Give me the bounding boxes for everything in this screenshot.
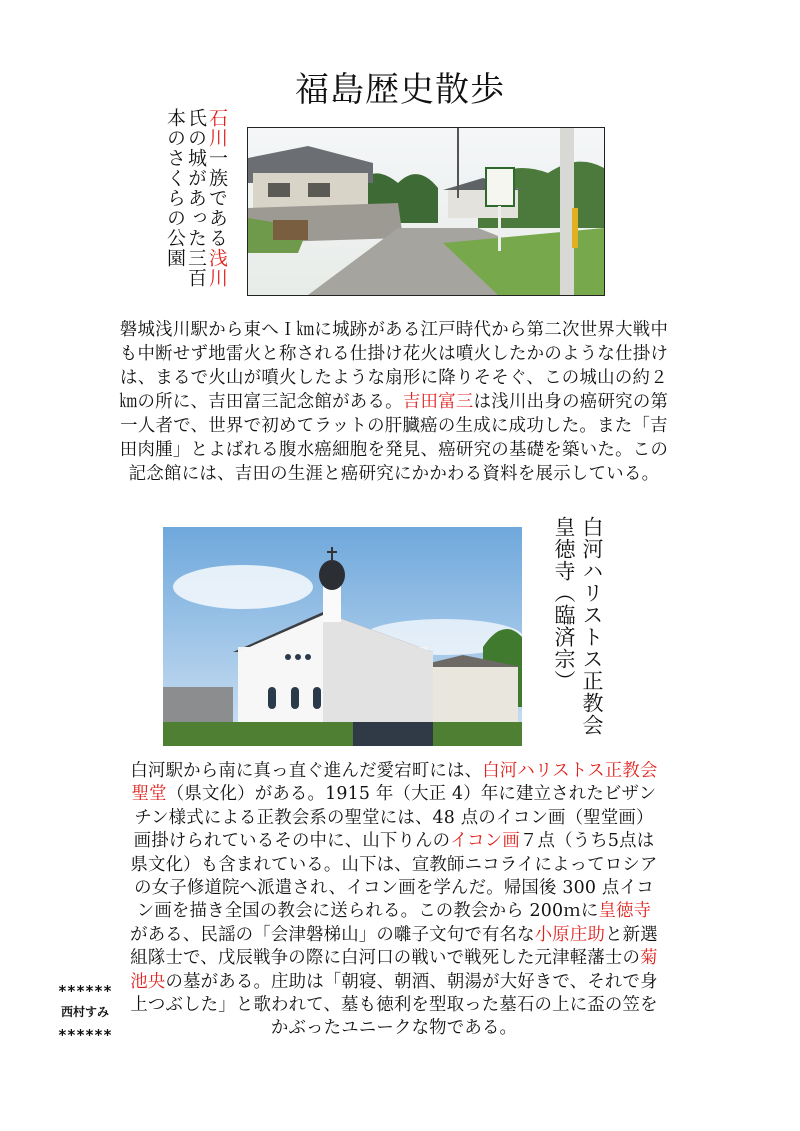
highlighted-term: 白河ハリストス正教会聖堂 [131, 761, 658, 805]
section2-paragraph [130, 760, 658, 1041]
castle-park-entrance-photo [247, 127, 605, 296]
text-segment: がある、民謡の「会津磐梯山」の囃子文句で有名な [130, 924, 535, 945]
text-segment: ７点（うち5点は県文化）も含まれている。山下は、宣教師ニコライによってロシアの女子修道院へ派遣され、イコン画を学んだ。帰国後 300 点イコン画を描き全国の教会に送られる。この教会から 200ｍに [130, 831, 658, 922]
text-segment: 一族である [206, 148, 228, 248]
caption-temple-name: 皇徳寺（臨済宗） [552, 516, 576, 692]
text-segment: は浅川出身の癌研究の第一人者で、世界で初めてラットの肝臓癌の生成に成功した。また「吉田肉腫」とよばれる腹水癌細胞を発見、癌研究の基礎を築いた。この記念館には、吉田の生涯と癌研究にかかわる資料を展示している。 [119, 392, 669, 484]
divider-stars-bottom: ****** [57, 1026, 113, 1044]
divider-stars-top: ****** [57, 982, 113, 1000]
author-name: 西村すみ [60, 1005, 109, 1019]
highlighted-term: 石川 [206, 108, 228, 148]
text-segment: 磐城浅川駅から東へＩ㎞に城跡がある江戸時代から第二次世界大戦中も中断せず地雷火と称される仕掛け花火は噴火したかのような仕掛けは、まるで火山が噴火したような扇形に降りそそぐ、この城山の約２㎞の所に、吉田富三記念館がある。 [119, 320, 669, 412]
text-segment: と新選組隊士で、戊辰戦争の際に白河口の戦いで戦死した元津軽藩士の [130, 924, 658, 969]
text-segment: 白河駅から南に真っ直ぐ進んだ愛宕町には、 [130, 761, 483, 781]
highlighted-term: 小原庄助 [534, 924, 606, 945]
highlighted-term: イコン画 [450, 831, 520, 852]
highlighted-term: 皇徳寺 [598, 901, 652, 922]
highlighted-term: 浅川 [206, 248, 228, 288]
section2-vertical-caption [550, 516, 606, 746]
text-segment: （県文化）がある。1915 年（大正 4）年に建立されたビザンチン様式による正教会系の聖堂には、48 点のイコン画（聖堂画）画掛けられているその中に、山下りんの [133, 784, 657, 852]
caption-church-name: 白河ハリストス正教会 [580, 516, 604, 736]
highlighted-term: 吉田富三 [402, 392, 474, 412]
highlighted-term: 菊池央 [130, 948, 658, 992]
orthodox-church-photo [163, 527, 522, 746]
text-segment: の墓がある。庄助は「朝寝、朝酒、朝湯が大好きで、それで身上つぶした」と歌われて、墓も徳利を型取った墓石の上に盃の笠をかぶったユニークな物である。 [130, 971, 658, 1039]
page-title: 福島歴史散歩 [295, 70, 505, 110]
section1-paragraph [112, 318, 676, 486]
section1-vertical-caption [164, 108, 227, 304]
text-segment: 氏の城があった三百本のさくらの公園 [164, 108, 207, 288]
